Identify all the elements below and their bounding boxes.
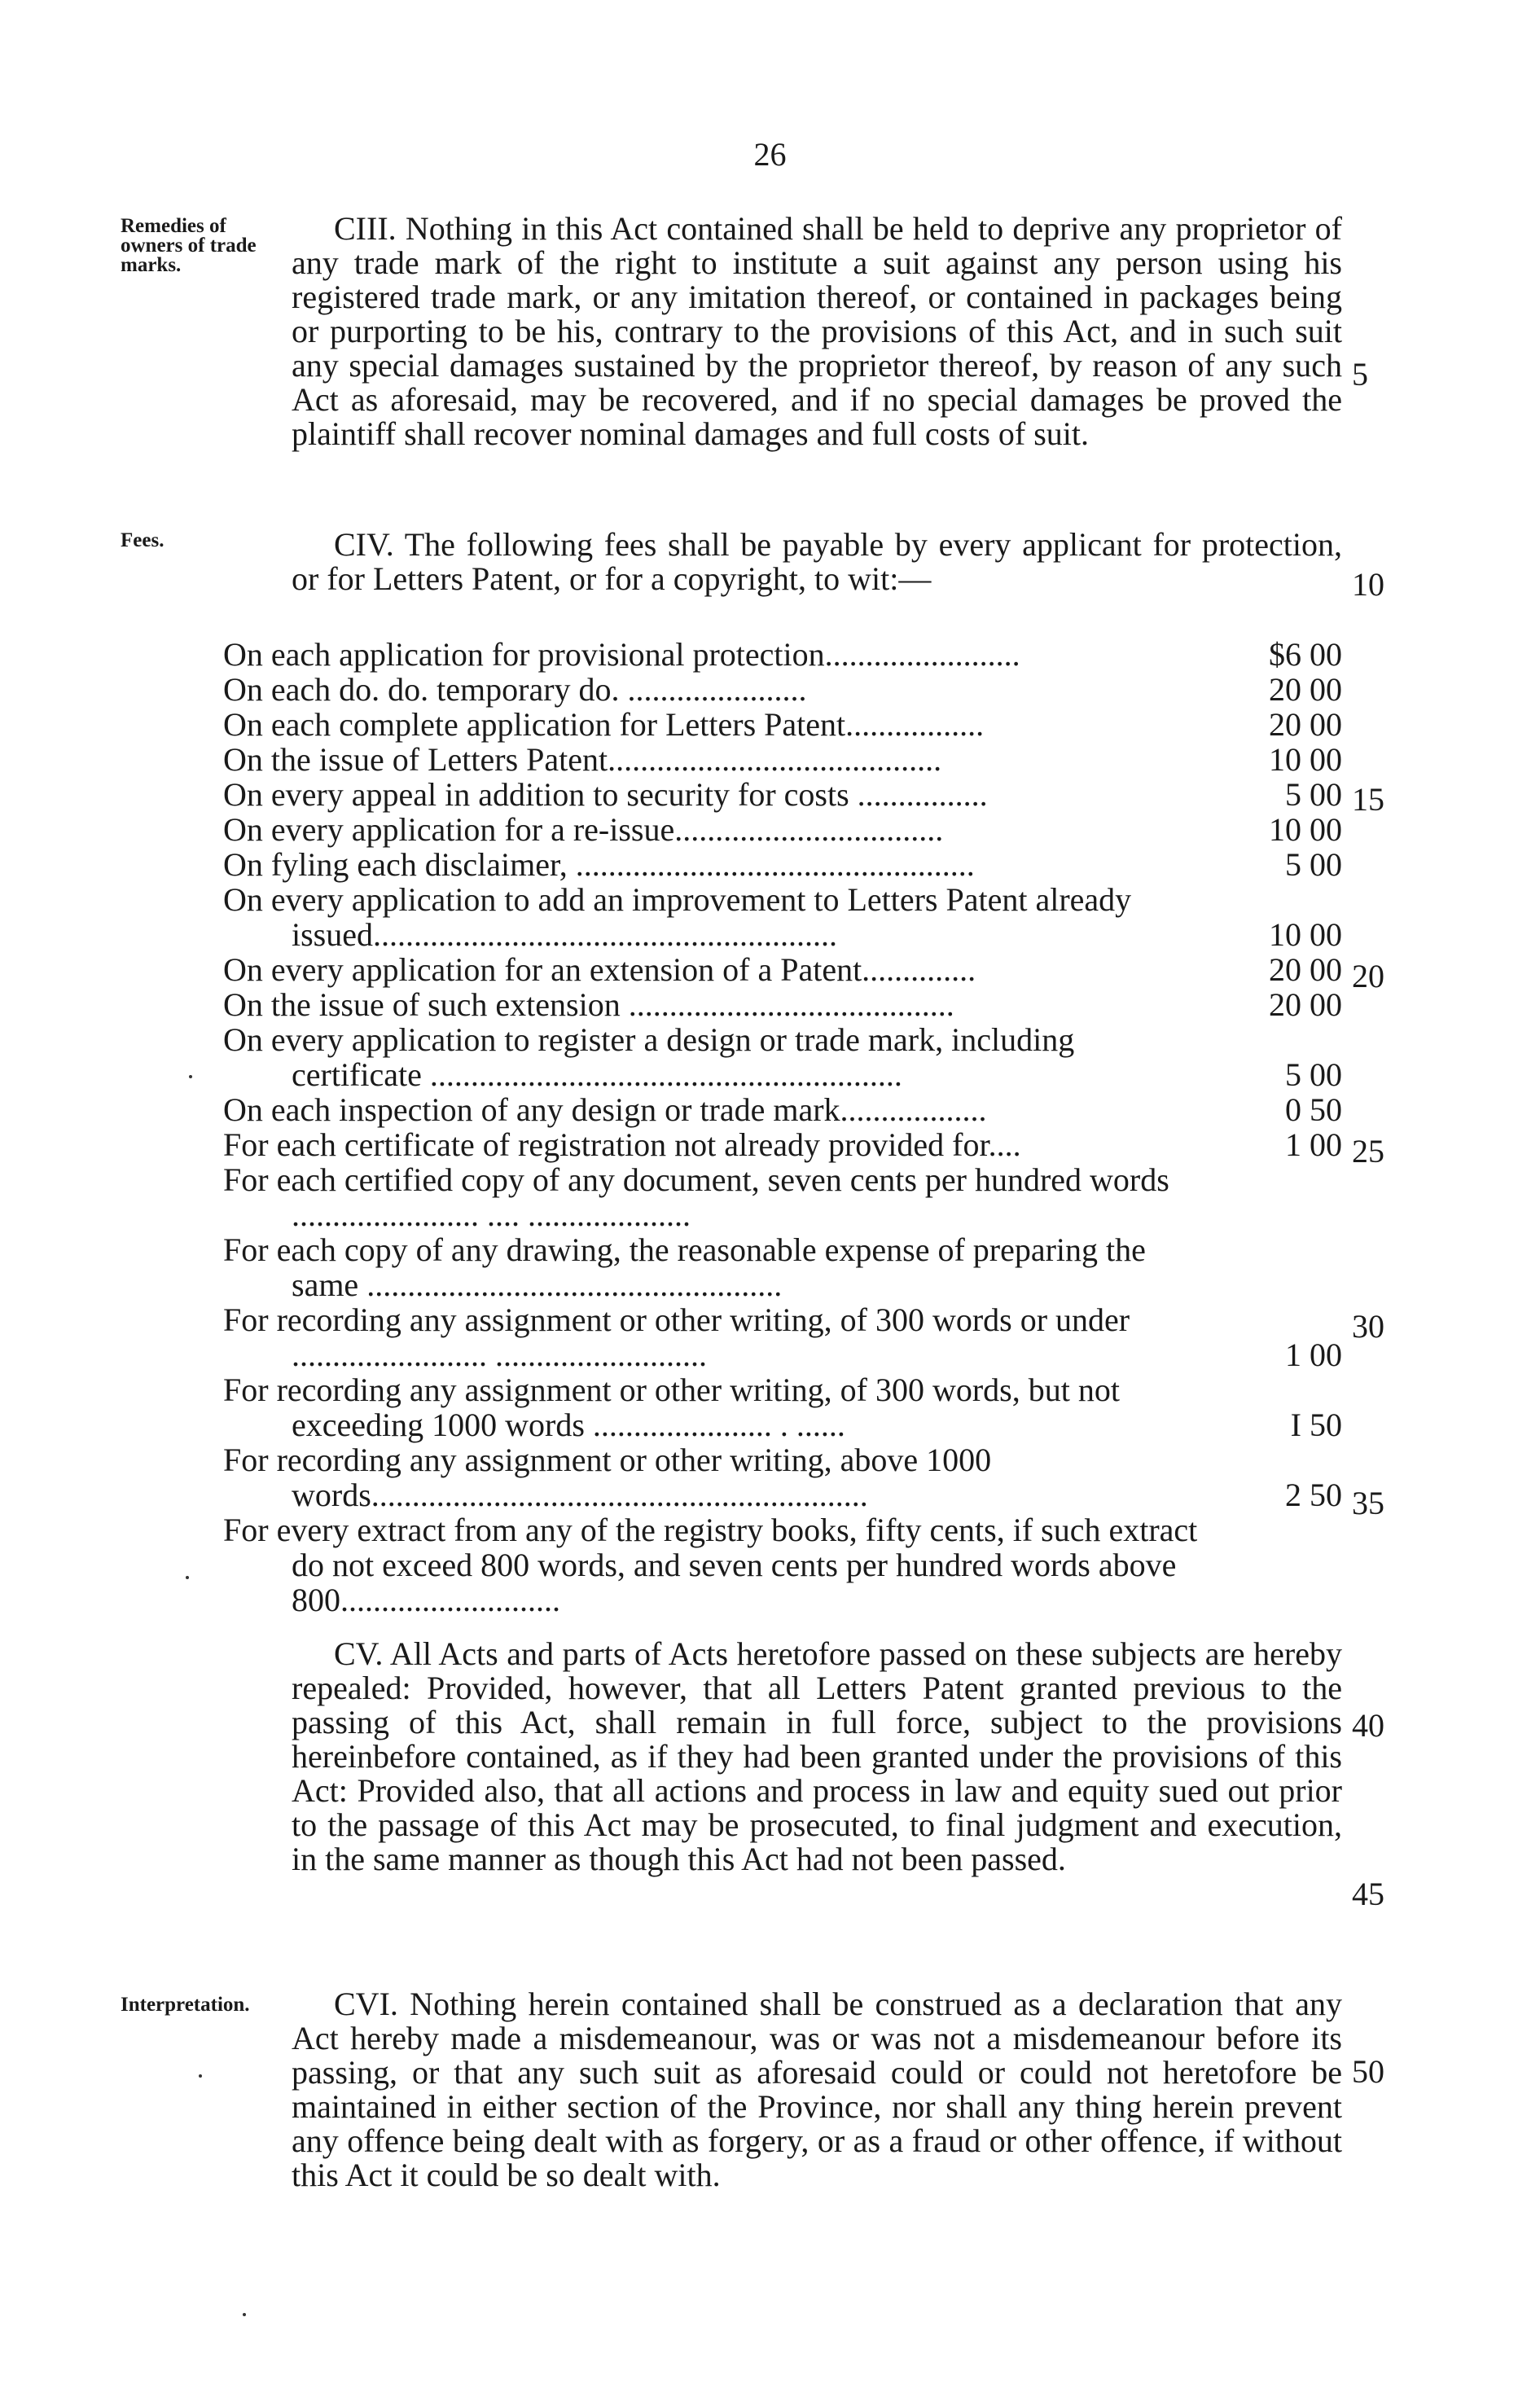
- fee-row: [292, 672, 1342, 707]
- line-numbers: [1352, 0, 1433, 2405]
- fee-item: On each application for provisional protection........................: [223, 636, 1020, 673]
- scan-speck: [243, 2313, 246, 2316]
- fee-row: [292, 1162, 1342, 1232]
- fee-amount: I 50: [1290, 1407, 1342, 1443]
- fee-amount: 5 00: [1285, 776, 1342, 813]
- fee-row: [292, 777, 1342, 812]
- fee-row: [292, 882, 1342, 952]
- fee-amount: 20 00: [1269, 951, 1342, 988]
- fee-row: [292, 1092, 1342, 1127]
- fee-row: [292, 742, 1342, 777]
- fee-schedule-table: [223, 636, 1342, 1618]
- margin-note-fees: Fees.: [121, 529, 165, 551]
- line-number: 20: [1352, 958, 1384, 994]
- fee-item: For each copy of any drawing, the reasonable expense of preparing the same ...................................................: [223, 1231, 1146, 1303]
- scan-speck: [199, 2074, 202, 2078]
- fee-amount: 5 00: [1285, 846, 1342, 883]
- fee-item: On each do. do. temporary do. ......................: [223, 671, 807, 708]
- fee-item: On every application to add an improvement to Letters Patent already issued.........................................................: [223, 881, 1132, 953]
- section-civ: [292, 528, 1342, 596]
- fee-item: On the issue of such extension ........................................: [223, 986, 954, 1023]
- fee-amount: 20 00: [1269, 986, 1342, 1023]
- fee-amount: $6 00: [1269, 636, 1342, 673]
- fee-item: For each certificate of registration not already provided for....: [223, 1126, 1021, 1163]
- fee-item: On fyling each disclaimer, .................................................: [223, 846, 975, 883]
- line-number: 25: [1352, 1133, 1384, 1170]
- fee-amount: 10 00: [1269, 811, 1342, 848]
- fee-row: [292, 1442, 1342, 1512]
- fee-item: On each complete application for Letters Patent.................: [223, 706, 985, 743]
- fee-item: On every application for an extension of a Patent..............: [223, 951, 976, 988]
- fee-row: [292, 1512, 1342, 1617]
- line-number: 50: [1352, 2053, 1384, 2090]
- fee-amount: 5 00: [1285, 1056, 1342, 1093]
- section-cv: [292, 1637, 1342, 1876]
- fee-amount: [1212, 1512, 1342, 1617]
- scan-speck: [189, 1075, 192, 1078]
- fee-row: [292, 987, 1342, 1022]
- line-number: 30: [1352, 1308, 1384, 1345]
- fee-amount: 10 00: [1269, 741, 1342, 778]
- section-cv-text: CV. All Acts and parts of Acts heretofore passed on these subjects are hereby repealed: Provided, however, that all Letters Patent granted previous to the passing of this Act, shall remain in full force, subject to the provisions hereinbefore contained, as if they had been granted under the provisions of this Act: Provided also, that all actions and process in law and equity sued out prior to the passage of this Act may be prosecuted, to final judgment and execution, in the same manner as though this Act had not been passed.: [292, 1635, 1342, 1877]
- fee-amount: 1 00: [1285, 1336, 1342, 1373]
- section-cvi: [292, 1987, 1342, 2192]
- fee-item: On every appeal in addition to security for costs ................: [223, 776, 988, 813]
- fee-item: On every application for a re-issue.................................: [223, 811, 944, 848]
- fee-item: On every application to register a design or trade mark, including certificate ..........................................................: [223, 1021, 1075, 1093]
- fee-row: [292, 707, 1342, 742]
- fee-row: [292, 1127, 1342, 1162]
- fee-row: [292, 952, 1342, 987]
- fee-row: [292, 812, 1342, 847]
- fee-amount: 20 00: [1269, 706, 1342, 743]
- section-ciii-text: CIII. Nothing in this Act contained shall be held to deprive any proprietor of any trade mark of the right to institute a suit against any person using his registered trade mark, or any imitation thereof, or contained in packages being or purporting to be his, contrary to the provisions of this Act, and in such suit any special damages sustained by the proprietor thereof, by reason of any such Act as aforesaid, may be recovered, and if no special damages be proved the plaintiff shall recover nominal damages and full costs of suit.: [292, 210, 1342, 452]
- line-number: 45: [1352, 1876, 1384, 1912]
- fee-item: On the issue of Letters Patent.........................................: [223, 741, 942, 778]
- fee-amount: 0 50: [1285, 1091, 1342, 1128]
- fee-amount: [1212, 1162, 1342, 1232]
- scan-speck: [186, 1576, 189, 1579]
- margin-note-interpretation: Interpretation.: [121, 1994, 250, 2016]
- fee-item: On each inspection of any design or trade mark..................: [223, 1091, 987, 1128]
- line-number: 10: [1352, 566, 1384, 603]
- fee-item: For recording any assignment or other writing, above 1000 words.............................................................: [223, 1442, 992, 1513]
- line-number: 15: [1352, 781, 1384, 818]
- fee-item: For recording any assignment or other writing, of 300 words, but not exceeding 1000 words ...................... . ......: [223, 1371, 1120, 1443]
- page-number: 26: [753, 136, 787, 173]
- fee-amount: 2 50: [1285, 1477, 1342, 1513]
- line-number: 5: [1352, 356, 1368, 393]
- fee-amount: 1 00: [1285, 1126, 1342, 1163]
- line-number: 40: [1352, 1707, 1384, 1744]
- margin-note-remedies: Remedies of owners of trade marks.: [121, 215, 257, 276]
- fee-row: [292, 637, 1342, 672]
- fee-item: For each certified copy of any document, seven cents per hundred words ....................... .... ....................: [223, 1161, 1169, 1233]
- fee-amount: [1212, 1232, 1342, 1302]
- section-civ-text: CIV. The following fees shall be payable by every applicant for protection, or for Letters Patent, or for a copyright, to wit:—: [292, 526, 1342, 597]
- line-number: 35: [1352, 1485, 1384, 1521]
- section-ciii: [292, 212, 1342, 451]
- fee-row: [292, 1302, 1342, 1372]
- fee-row: [292, 1022, 1342, 1092]
- section-cvi-text: CVI. Nothing herein contained shall be construed as a declaration that any Act hereby made a misdemeanour, was or was not a misdemeanour before its passing, or that any such suit as aforesaid could or could not heretofore be maintained in either section of the Province, nor shall any thing herein prevent any offence being dealt with as forgery, or as a fraud or other offence, if without this Act it could be so dealt with.: [292, 1986, 1342, 2193]
- fee-amount: 20 00: [1269, 671, 1342, 708]
- fee-row: [292, 1372, 1342, 1442]
- fee-row: [292, 847, 1342, 882]
- fee-row: [292, 1232, 1342, 1302]
- fee-item: For recording any assignment or other writing, of 300 words or under ........................ ..........................: [223, 1301, 1130, 1373]
- fee-item: For every extract from any of the registry books, fifty cents, if such extract do not exceed 800 words, and seven cents per hundred words above 800...........................: [223, 1512, 1198, 1618]
- fee-amount: 10 00: [1269, 916, 1342, 953]
